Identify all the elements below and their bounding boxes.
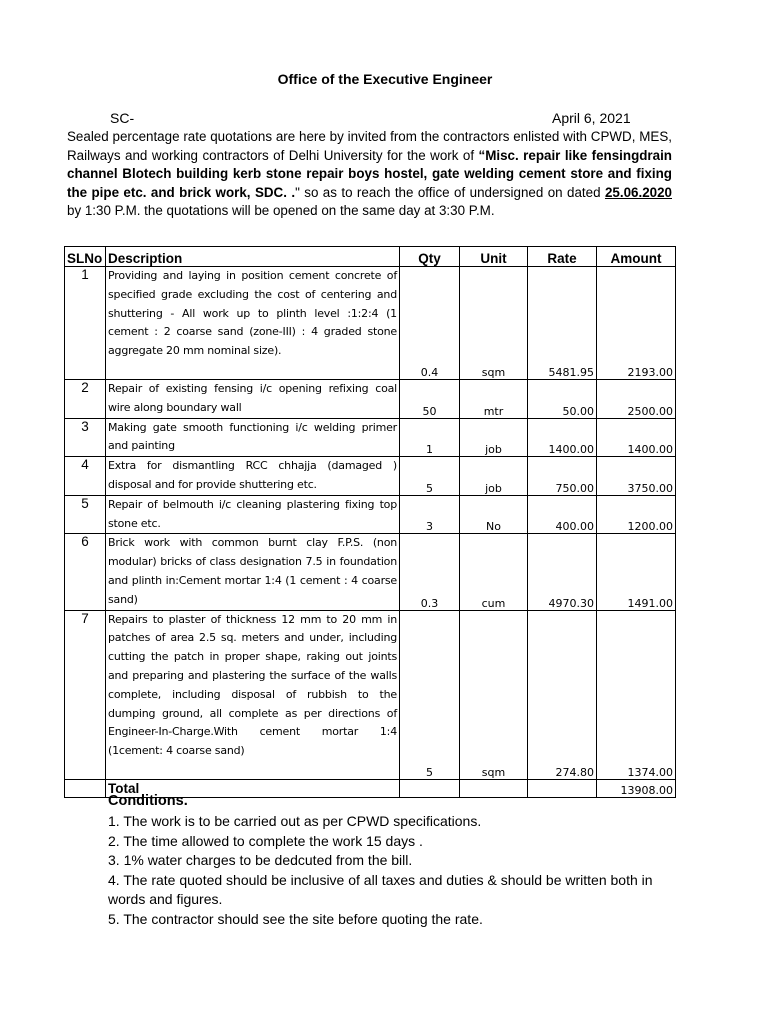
row-unit: sqm (460, 610, 528, 779)
table-row (65, 457, 676, 496)
row-description: Repair of belmouth i/c cleaning plastering fixing top stone etc. (106, 495, 400, 534)
row-rate: 750.00 (528, 457, 597, 496)
header-unit: Unit (460, 247, 528, 267)
due-date: 25.06.2020 (604, 184, 672, 200)
row-slno: 5 (65, 495, 106, 534)
row-qty: 0.4 (400, 267, 460, 380)
row-unit: sqm (460, 267, 528, 380)
row-qty: 5 (400, 610, 460, 779)
row-unit: job (460, 418, 528, 457)
reference-number: SC- (110, 110, 135, 126)
row-qty: 3 (400, 495, 460, 534)
total-amount: 13908.00 (597, 779, 676, 797)
row-rate: 5481.95 (528, 267, 597, 380)
row-description: Brick work with common burnt clay F.P.S. (non modular) bricks of class designation 7.5 in foundation and plinth in:Cement mortar 1:4 (1 cement : 4 coarse sand) (106, 534, 400, 610)
header-description: Description (106, 247, 400, 267)
table-row (65, 267, 676, 380)
row-amount: 2500.00 (597, 380, 676, 419)
header-slno: SLNo (65, 247, 106, 267)
row-rate: 4970.30 (528, 534, 597, 610)
intro-text-2: " so as to reach the office of undersigned on dated (295, 184, 605, 200)
row-slno: 3 (65, 418, 106, 457)
row-slno: 1 (65, 267, 106, 380)
row-amount: 1200.00 (597, 495, 676, 534)
row-rate: 1400.00 (528, 418, 597, 457)
condition-item: 1. The work is to be carried out as per CPWD specifications. (108, 813, 482, 829)
row-description: Extra for dismantling RCC chhajja (damaged ) disposal and for provide shuttering etc. (106, 457, 400, 496)
row-qty: 0.3 (400, 534, 460, 610)
table-row (65, 534, 676, 610)
conditions-list (108, 812, 668, 929)
table-row (65, 418, 676, 457)
header-rate: Rate (528, 247, 597, 267)
row-amount: 1400.00 (597, 418, 676, 457)
row-slno: 7 (65, 610, 106, 779)
total-empty-cell (400, 779, 460, 797)
row-description: Repairs to plaster of thickness 12 mm to 20 mm in patches of area 2.5 sq. meters and under, including cutting the patch in proper shape, raking out joints and preparing and plastering the surface of the walls complete, including disposal of rubbish to the dumping ground, all complete as per directions of Engineer-In-Charge.With cement mortar 1:4 (1cement: 4 coarse sand) (106, 610, 400, 779)
condition-item: 4. The rate quoted should be inclusive of all taxes and duties & should be written both in words and figures. (108, 871, 653, 907)
row-qty: 1 (400, 418, 460, 457)
row-slno: 6 (65, 534, 106, 610)
row-unit: job (460, 457, 528, 496)
condition-item: 2. The time allowed to complete the work 15 days . (108, 832, 423, 849)
row-description: Making gate smooth functioning i/c welding primer and painting (106, 418, 400, 457)
header-amount: Amount (597, 247, 676, 267)
total-empty-cell (528, 779, 597, 797)
row-amount: 1491.00 (597, 534, 676, 610)
conditions-title: Conditions. (108, 793, 188, 809)
intro-paragraph (67, 128, 672, 221)
row-description: Providing and laying in position cement concrete of specified grade excluding the cost of centering and shuttering - All work up to plinth level :1:2:4 (1 cement : 2 coarse sand (zone-III) : 4 graded stone aggregate 20 mm nominal size). (106, 267, 400, 380)
table-row (65, 380, 676, 419)
row-amount: 2193.00 (597, 267, 676, 380)
row-amount: 1374.00 (597, 610, 676, 779)
table-header-row (65, 247, 676, 267)
total-empty-cell (65, 779, 106, 797)
row-rate: 50.00 (528, 380, 597, 419)
intro-text-3: by 1:30 P.M. the quotations will be opened on the same day at 3:30 P.M. (67, 203, 495, 219)
header-qty: Qty (400, 247, 460, 267)
page-title: Office of the Executive Engineer (277, 71, 493, 87)
work-name: “Misc. repair like fensingdrain channel Blotech building kerb stone repair boys hostel, gate welding cement store and fixing the pipe etc. and brick work, SDC. . (67, 147, 672, 200)
row-description: Repair of existing fensing i/c opening refixing coal wire along boundary wall (106, 380, 400, 419)
intro-text-1: Sealed percentage rate quotations are here by invited from the contractors enlisted with CPWD, MES, Railways and working contractors of Delhi University for the work of (67, 129, 672, 163)
row-slno: 2 (65, 380, 106, 419)
condition-item: 5. The contractor should see the site before quoting the rate. (108, 910, 483, 927)
total-empty-cell (460, 779, 528, 797)
row-unit: mtr (460, 380, 528, 419)
condition-item: 3. 1% water charges to be dedcuted from the bill. (108, 852, 413, 868)
row-qty: 5 (400, 457, 460, 496)
document-date: April 6, 2021 (552, 110, 631, 126)
row-unit: No (460, 495, 528, 534)
row-amount: 3750.00 (597, 457, 676, 496)
row-unit: cum (460, 534, 528, 610)
row-qty: 50 (400, 380, 460, 419)
row-rate: 274.80 (528, 610, 597, 779)
quotation-table (64, 246, 676, 798)
row-slno: 4 (65, 457, 106, 496)
total-label: Total (106, 779, 400, 797)
table-row (65, 495, 676, 534)
row-rate: 400.00 (528, 495, 597, 534)
table-row (65, 610, 676, 779)
